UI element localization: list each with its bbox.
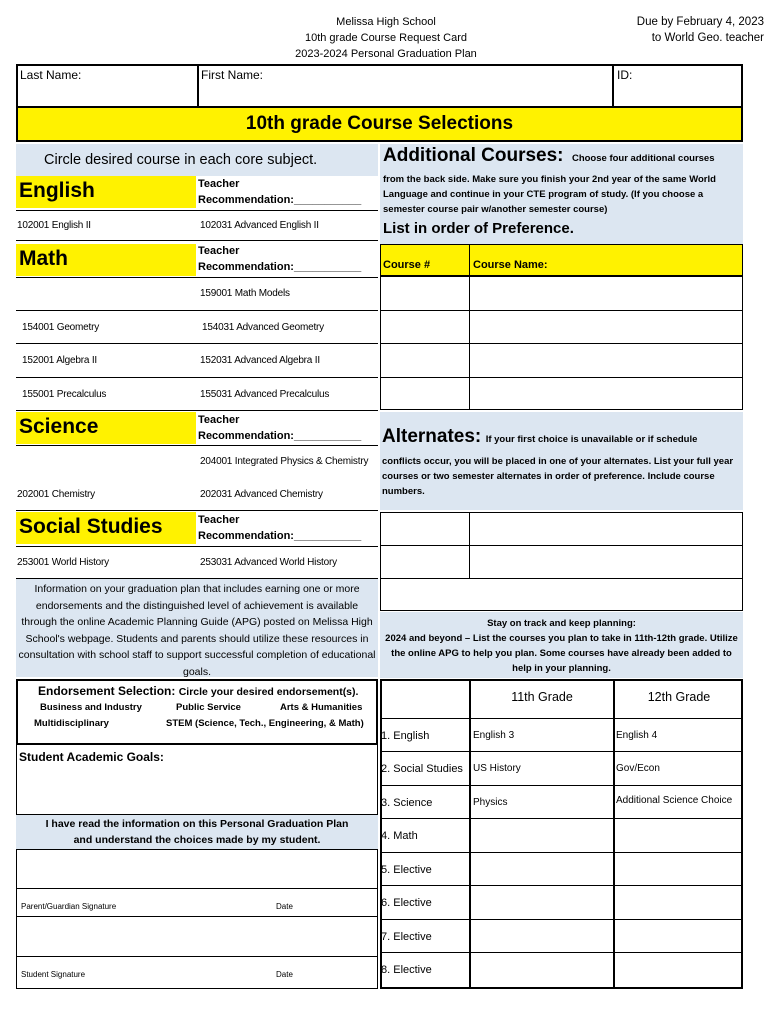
math-title: Math xyxy=(19,247,68,270)
first-name-field[interactable] xyxy=(270,84,600,104)
last-name-label: Last Name: xyxy=(20,68,82,82)
parent-signature-label: Parent/Guardian Signature xyxy=(21,902,117,911)
english-header xyxy=(16,176,196,208)
grade-12-cell[interactable]: Additional Science Choice xyxy=(616,795,733,806)
grade-12-cell[interactable] xyxy=(616,830,742,850)
grade-11-header: 11th Grade xyxy=(511,690,573,704)
english-teacher-rec: Teacher Recommendation:___________ xyxy=(198,178,362,206)
id-label: ID: xyxy=(617,68,633,82)
additional-header-row xyxy=(380,244,743,276)
grade-12-cell[interactable]: Gov/Econ xyxy=(616,763,660,774)
alternate-name-input[interactable] xyxy=(472,515,740,543)
header-block xyxy=(236,14,536,62)
grade-11-cell[interactable]: English 3 xyxy=(473,730,515,741)
grade-11-cell[interactable]: Physics xyxy=(473,797,508,808)
first-name-label: First Name: xyxy=(201,68,264,82)
id-field[interactable] xyxy=(640,84,735,104)
selections-banner: 10th grade Course Selections xyxy=(16,108,743,142)
acknowledgment-text: I have read the information on this Personal Graduation Plan and understand the choices made by my student. xyxy=(16,815,378,849)
alternate-number-input[interactable] xyxy=(382,515,467,543)
form-title: 10th grade Course Request Card xyxy=(304,32,468,44)
course-option[interactable]: 152031 Advanced Algebra II xyxy=(200,355,320,366)
list-order-label: List in order of Preference. xyxy=(383,220,574,237)
endorsement-title: Endorsement Selection: xyxy=(38,684,176,698)
course-option[interactable]: 154031 Advanced Geometry xyxy=(202,322,324,333)
additional-title: Additional Courses: xyxy=(383,145,564,166)
alternates-text: conflicts occur, you will be placed in one of your alternates. List your full year courses or two semester alternates in order of preference. Include course numbers. xyxy=(382,456,734,497)
grade-12-cell[interactable] xyxy=(616,931,742,951)
goals-box[interactable] xyxy=(16,745,378,815)
social-title: Social Studies xyxy=(19,515,163,538)
endorsement-option[interactable]: Arts & Humanities xyxy=(280,702,363,713)
grade-12-cell[interactable]: English 4 xyxy=(616,730,658,741)
grade-11-cell[interactable] xyxy=(473,864,611,884)
parent-date-label: Date xyxy=(276,902,293,911)
student-date-label: Date xyxy=(276,970,293,979)
grade-11-cell[interactable] xyxy=(473,964,611,984)
alternates-lead: If your first choice is unavailable or if schedule xyxy=(485,434,698,445)
school-name: Melissa High School xyxy=(336,16,436,28)
endorsement-box xyxy=(16,679,378,745)
course-num-header: Course # xyxy=(383,259,431,271)
course-number-input[interactable] xyxy=(382,313,467,341)
grade-12-cell[interactable] xyxy=(616,864,742,884)
plan-subject: 4. Math xyxy=(381,830,418,842)
course-number-input[interactable] xyxy=(382,380,467,408)
due-date: Due by February 4, 2023 xyxy=(636,16,764,28)
student-signature-label: Student Signature xyxy=(21,970,86,979)
course-option[interactable]: 152001 Algebra II xyxy=(22,355,97,366)
social-teacher-rec: Teacher Recommendation:___________ xyxy=(198,514,362,542)
course-name-input[interactable] xyxy=(472,313,740,341)
alternate-number-input[interactable] xyxy=(382,548,467,576)
course-option[interactable]: 159001 Math Models xyxy=(200,288,290,299)
additional-choose: Choose four additional courses xyxy=(571,153,715,164)
alternate-name-input[interactable] xyxy=(472,548,740,576)
social-header xyxy=(16,512,196,544)
plan-subject: 7. Elective xyxy=(381,931,432,943)
science-title: Science xyxy=(19,415,99,438)
endorsement-subtitle: Circle your desired endorsement(s). xyxy=(178,686,359,698)
course-option[interactable]: 253001 World History xyxy=(17,557,109,568)
grade-11-cell[interactable] xyxy=(473,931,611,951)
english-title: English xyxy=(19,179,95,202)
science-header xyxy=(16,412,196,444)
additional-text: from the back side. Make sure you finish your 2nd year of the same World Language and continue in your CTE program of study. (If you choose a semester course pair w/another semester course) xyxy=(383,174,716,215)
grade-11-cell[interactable] xyxy=(473,830,611,850)
additional-courses-box xyxy=(380,144,743,244)
course-option[interactable]: 202031 Advanced Chemistry xyxy=(200,489,323,500)
course-option[interactable]: 155001 Precalculus xyxy=(22,389,107,400)
course-option[interactable]: 102001 English II xyxy=(17,220,91,231)
core-instruction: Circle desired course in each core subject. xyxy=(44,152,318,168)
plan-subject: 5. Elective xyxy=(381,864,432,876)
planning-title: Stay on track and keep planning: xyxy=(487,618,636,629)
grade-12-header: 12th Grade xyxy=(647,690,711,704)
course-name-input[interactable] xyxy=(472,279,740,307)
planning-text: 2024 and beyond – List the courses you plan to take in 11th-12th grade. Utilize the online APG to help you plan. Some courses have already been added to help in your planning. xyxy=(385,633,738,674)
course-option[interactable]: 253031 Advanced World History xyxy=(200,557,337,568)
endorsement-option[interactable]: STEM (Science, Tech., Engineering, & Math) xyxy=(166,718,364,729)
endorsement-option[interactable]: Business and Industry xyxy=(40,702,142,713)
grade-11-cell[interactable]: US History xyxy=(473,763,521,774)
parent-signature-field[interactable] xyxy=(20,858,370,886)
student-signature-field[interactable] xyxy=(20,925,370,953)
course-number-input[interactable] xyxy=(382,279,467,307)
last-name-field[interactable] xyxy=(90,84,190,104)
endorsement-option[interactable]: Multidisciplinary xyxy=(34,718,109,729)
info-text: Information on your graduation plan that includes earning one or more endorsements and the distinguished level of achievement is available through the online Academic Planning Guide (APG) posted on Melissa High School's webpage. Students and parents should utilize these resources in consultation with school staff to support successful completion of educational goals. xyxy=(16,579,378,677)
course-name-input[interactable] xyxy=(472,380,740,408)
grade-12-cell[interactable] xyxy=(616,964,742,984)
alternates-box xyxy=(380,412,743,510)
science-teacher-rec: Teacher Recommendation:___________ xyxy=(198,414,362,442)
goals-label: Student Academic Goals: xyxy=(19,750,164,764)
plan-subject: 1. English xyxy=(381,730,430,742)
course-option[interactable]: 202001 Chemistry xyxy=(17,489,95,500)
alternate-extra-input[interactable] xyxy=(382,581,740,609)
planning-box xyxy=(380,612,743,678)
course-option[interactable]: 155031 Advanced Precalculus xyxy=(200,389,330,400)
due-block xyxy=(588,14,764,46)
course-option[interactable]: 204001 Integrated Physics & Chemistry xyxy=(200,456,369,467)
course-option[interactable]: 154001 Geometry xyxy=(22,322,100,333)
math-teacher-rec: Teacher Recommendation:___________ xyxy=(198,245,362,273)
math-header xyxy=(16,244,196,276)
plan-title: 2023-2024 Personal Graduation Plan xyxy=(295,48,477,60)
grade-12-cell[interactable] xyxy=(616,897,742,917)
endorsement-option[interactable]: Public Service xyxy=(176,702,241,713)
plan-subject: 6. Elective xyxy=(381,897,432,909)
grade-11-cell[interactable] xyxy=(473,897,611,917)
course-name-input[interactable] xyxy=(472,346,740,374)
course-option[interactable]: 102031 Advanced English II xyxy=(200,220,319,231)
course-name-header: Course Name: xyxy=(473,259,548,271)
due-teacher: to World Geo. teacher xyxy=(651,32,764,44)
core-instruction-box xyxy=(16,144,378,176)
alternates-title: Alternates: xyxy=(382,426,482,447)
course-number-input[interactable] xyxy=(382,346,467,374)
plan-subject: 2. Social Studies xyxy=(381,763,463,775)
plan-subject: 3. Science xyxy=(381,797,433,809)
plan-subject: 8. Elective xyxy=(381,964,432,976)
